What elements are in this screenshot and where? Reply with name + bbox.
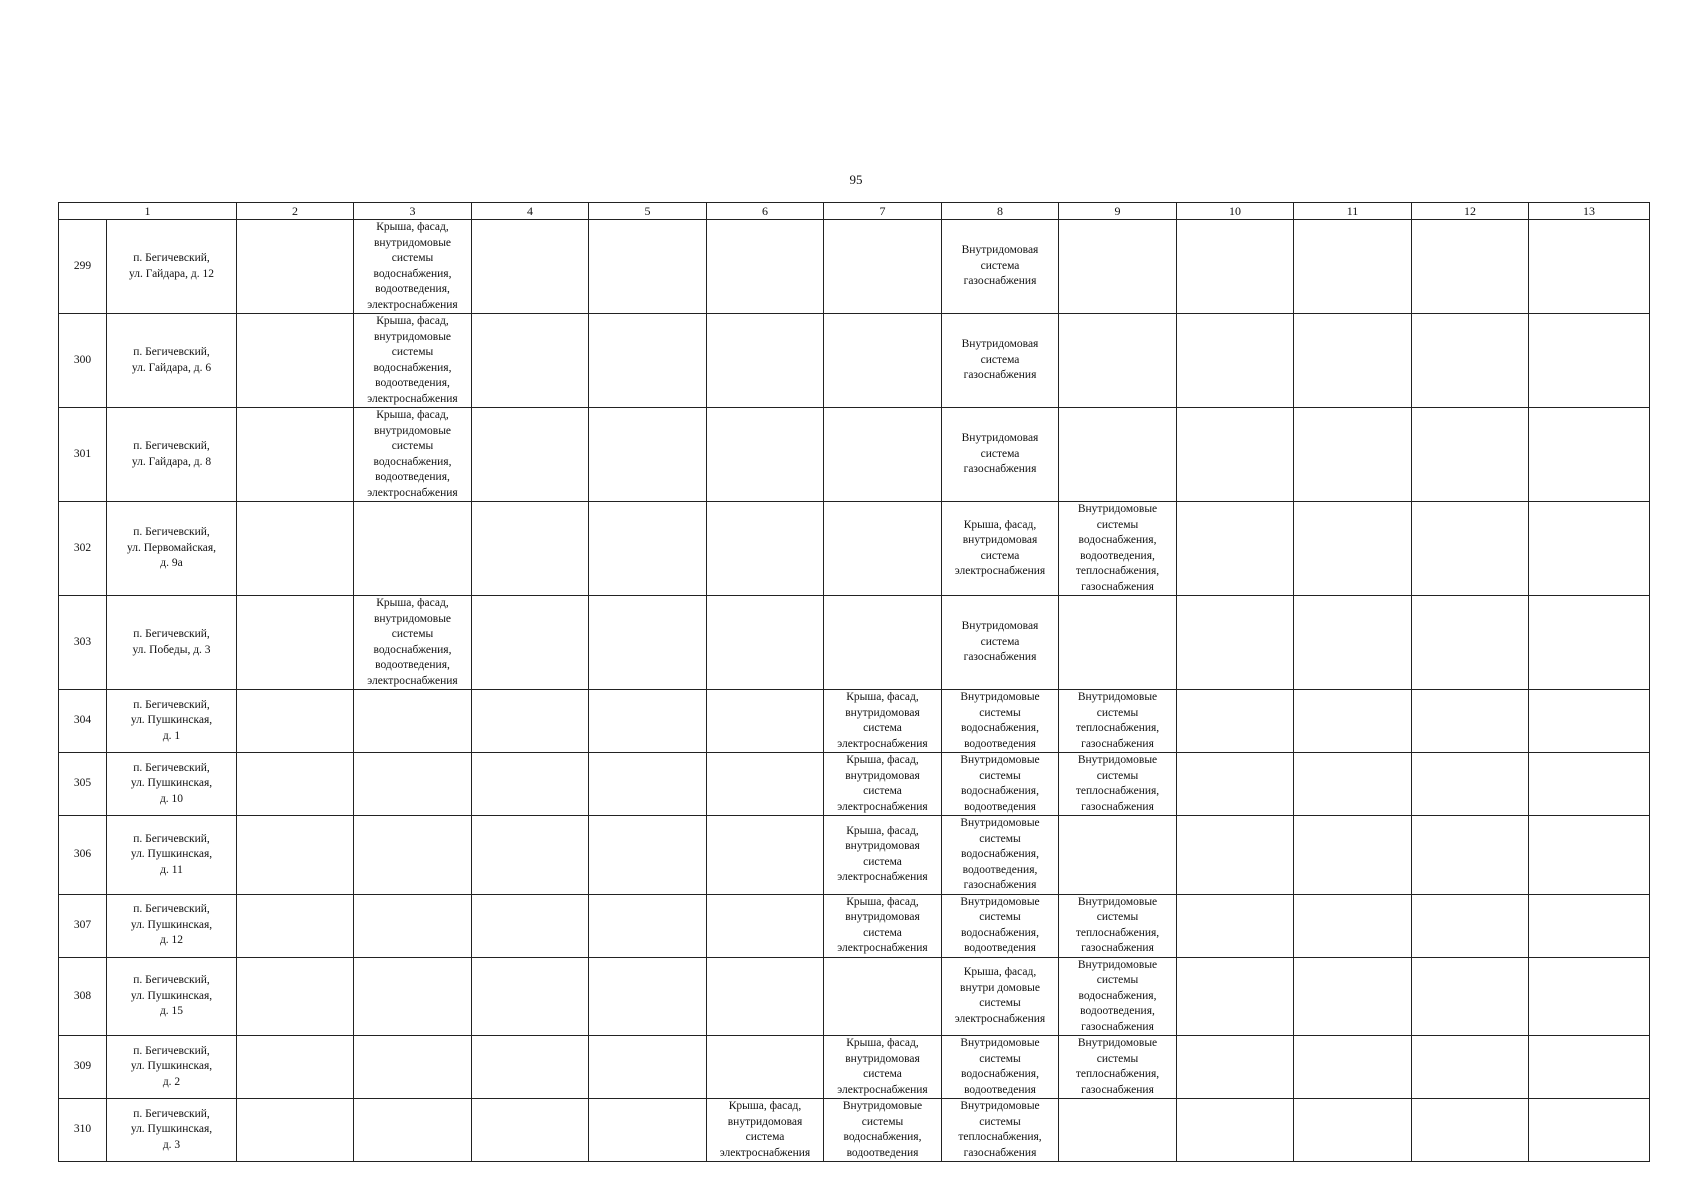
- table-cell: [354, 596, 472, 690]
- table-cell: [354, 220, 472, 314]
- table-row: [59, 894, 1650, 957]
- table-row: [59, 220, 1650, 314]
- cell-text: Крыша, фасад, внутридомовые системы водоснабжения, водоотведения, электроснабжения: [367, 315, 458, 405]
- address-cell: [107, 314, 237, 408]
- table-cell: [1059, 502, 1177, 596]
- table-cell: [237, 220, 354, 314]
- cell-text: Крыша, фасад, внутридомовая система электроснабжения: [837, 824, 928, 884]
- work-schedule-table: [58, 202, 1650, 1162]
- table-cell: [1059, 753, 1177, 816]
- table-cell: [1412, 502, 1529, 596]
- table-cell: [942, 220, 1059, 314]
- address-text: п. Бегичевский, ул. Пушкинская, д. 15: [130, 974, 213, 1017]
- table-cell: [237, 314, 354, 408]
- table-cell: [1529, 1099, 1650, 1162]
- row-number: 307: [59, 894, 107, 957]
- address-text: п. Бегичевский, ул. Пушкинская, д. 10: [130, 761, 213, 805]
- table-cell: [707, 690, 824, 753]
- table-row: [59, 1036, 1650, 1099]
- table-cell: [942, 408, 1059, 502]
- table-cell: [589, 957, 707, 1036]
- table-cell: [942, 1099, 1059, 1162]
- cell-text: Внутридомовые системы теплоснабжения, газоснабжения: [1075, 895, 1160, 954]
- table-cell: [589, 690, 707, 753]
- cell-text: Крыша, фасад, внутридомовая система электроснабжения: [837, 691, 928, 750]
- table-cell: [472, 220, 589, 314]
- table-cell: [824, 894, 942, 957]
- cell-text: Внутридомовые системы водоснабжения, водоотведения: [960, 754, 1040, 813]
- row-number: 303: [59, 596, 107, 690]
- table-cell: [354, 690, 472, 753]
- table-cell: [1529, 957, 1650, 1036]
- column-header-9: 9: [1059, 203, 1177, 220]
- table-cell: [1059, 957, 1177, 1036]
- table-cell: [1529, 220, 1650, 314]
- table-cell: [1412, 957, 1529, 1036]
- cell-text: Крыша, фасад, внутридомовая система электроснабжения: [719, 1100, 811, 1159]
- column-header-12: 12: [1412, 203, 1529, 220]
- table-cell: [589, 596, 707, 690]
- table-row: [59, 314, 1650, 408]
- table-cell: [824, 957, 942, 1036]
- table-cell: [1294, 1036, 1412, 1099]
- table-cell: [942, 753, 1059, 816]
- table-cell: [237, 1036, 354, 1099]
- table-cell: [942, 1036, 1059, 1099]
- table-cell: [824, 753, 942, 816]
- table-cell: [237, 1099, 354, 1162]
- table-cell: [1059, 816, 1177, 895]
- table-row: [59, 596, 1650, 690]
- table-cell: [1177, 408, 1294, 502]
- table-cell: [1294, 314, 1412, 408]
- table-cell: [354, 957, 472, 1036]
- table-cell: [1059, 596, 1177, 690]
- row-number: 304: [59, 690, 107, 753]
- cell-text: Внутридомовые системы водоснабжения, водоотведения, газоснабжения: [1077, 958, 1158, 1033]
- address-text: п. Бегичевский, ул. Гайдара, д. 12: [128, 252, 214, 280]
- table-cell: [942, 314, 1059, 408]
- table-row: [59, 753, 1650, 816]
- table-body: [59, 203, 1650, 1162]
- table-cell: [589, 220, 707, 314]
- table-cell: [942, 690, 1059, 753]
- column-header-10: 10: [1177, 203, 1294, 220]
- address-text: п. Бегичевский, ул. Пушкинская, д. 3: [130, 1107, 213, 1151]
- table-cell: [707, 408, 824, 502]
- table-cell: [1294, 502, 1412, 596]
- table-cell: [942, 596, 1059, 690]
- cell-text: Крыша, фасад, внутридомовая система электроснабжения: [837, 1037, 928, 1096]
- cell-text: Крыша, фасад, внутридомовые системы водоснабжения, водоотведения, электроснабжения: [367, 409, 458, 499]
- table-cell: [707, 1099, 824, 1162]
- row-number: 300: [59, 314, 107, 408]
- table-cell: [707, 753, 824, 816]
- table-cell: [1294, 408, 1412, 502]
- table-cell: [354, 1099, 472, 1162]
- table-cell: [824, 1099, 942, 1162]
- row-number: 301: [59, 408, 107, 502]
- table-cell: [824, 314, 942, 408]
- table-cell: [942, 816, 1059, 895]
- cell-text: Внутридомовая система газоснабжения: [961, 338, 1039, 382]
- address-cell: [107, 816, 237, 895]
- cell-text: Внутридомовые системы теплоснабжения, газоснабжения: [958, 1100, 1042, 1159]
- table-cell: [707, 314, 824, 408]
- table-cell: [354, 816, 472, 895]
- row-number: 305: [59, 753, 107, 816]
- table-cell: [1059, 314, 1177, 408]
- column-header-6: 6: [707, 203, 824, 220]
- row-number: 310: [59, 1099, 107, 1162]
- address-cell: [107, 753, 237, 816]
- table-cell: [1177, 596, 1294, 690]
- table-cell: [1529, 816, 1650, 895]
- table-cell: [824, 502, 942, 596]
- address-cell: [107, 220, 237, 314]
- row-number: 306: [59, 816, 107, 895]
- table-cell: [589, 753, 707, 816]
- address-cell: [107, 408, 237, 502]
- table-cell: [1529, 690, 1650, 753]
- table-cell: [1177, 753, 1294, 816]
- table-cell: [824, 408, 942, 502]
- table-cell: [1177, 314, 1294, 408]
- table-cell: [589, 894, 707, 957]
- address-text: п. Бегичевский, ул. Гайдара, д. 8: [131, 440, 212, 468]
- column-header-5: 5: [589, 203, 707, 220]
- address-text: п. Бегичевский, ул. Пушкинская, д. 12: [130, 903, 213, 947]
- table-cell: [824, 220, 942, 314]
- cell-text: Внутридомовая система газоснабжения: [961, 620, 1039, 664]
- cell-text: Внутридомовая система газоснабжения: [961, 244, 1039, 288]
- table-cell: [237, 408, 354, 502]
- table-cell: [824, 596, 942, 690]
- table-cell: [472, 1036, 589, 1099]
- cell-text: Внутридомовые системы водоснабжения, водоотведения: [960, 691, 1040, 750]
- table-cell: [1294, 1099, 1412, 1162]
- table-cell: [707, 220, 824, 314]
- table-cell: [1412, 408, 1529, 502]
- table-cell: [589, 1099, 707, 1162]
- table-cell: [472, 314, 589, 408]
- column-header-8: 8: [942, 203, 1059, 220]
- table-cell: [472, 1099, 589, 1162]
- cell-text: Внутридомовая система газоснабжения: [961, 432, 1039, 476]
- cell-text: Внутридомовые системы теплоснабжения, газоснабжения: [1075, 691, 1160, 750]
- table-cell: [824, 816, 942, 895]
- table-cell: [1059, 1099, 1177, 1162]
- table-cell: [472, 753, 589, 816]
- address-text: п. Бегичевский, ул. Первомайская, д. 9а: [126, 526, 217, 570]
- table-cell: [1294, 957, 1412, 1036]
- column-header-1: 1: [59, 203, 237, 220]
- row-number: 299: [59, 220, 107, 314]
- table-cell: [942, 502, 1059, 596]
- table-cell: [1177, 957, 1294, 1036]
- table-cell: [354, 753, 472, 816]
- table-cell: [1177, 690, 1294, 753]
- table-cell: [589, 408, 707, 502]
- cell-text: Крыша, фасад, внутридомовая система электроснабжения: [954, 518, 1046, 577]
- table-cell: [1294, 894, 1412, 957]
- table-cell: [354, 1036, 472, 1099]
- table-cell: [1294, 816, 1412, 895]
- table-cell: [1412, 1099, 1529, 1162]
- table-cell: [824, 1036, 942, 1099]
- table-cell: [1059, 220, 1177, 314]
- table-cell: [1177, 1036, 1294, 1099]
- table-cell: [237, 894, 354, 957]
- table-cell: [237, 753, 354, 816]
- table-row: [59, 957, 1650, 1036]
- table-cell: [237, 816, 354, 895]
- table-cell: [1412, 690, 1529, 753]
- cell-text: Крыша, фасад, внутридомовые системы водоснабжения, водоотведения, электроснабжения: [367, 221, 458, 311]
- table-cell: [1529, 596, 1650, 690]
- address-text: п. Бегичевский, ул. Пушкинская, д. 1: [130, 698, 213, 742]
- address-cell: [107, 957, 237, 1036]
- address-text: п. Бегичевский, ул. Победы, д. 3: [132, 628, 211, 656]
- cell-text: Крыша, фасад, внутридомовая система электроснабжения: [837, 754, 928, 813]
- table-cell: [707, 596, 824, 690]
- table-cell: [1529, 408, 1650, 502]
- table-cell: [1059, 1036, 1177, 1099]
- table-cell: [472, 690, 589, 753]
- cell-text: Крыша, фасад, внутридомовые системы водоснабжения, водоотведения, электроснабжения: [367, 597, 458, 687]
- cell-text: Крыша, фасад, внутри домовые системы электроснабжения: [954, 966, 1046, 1025]
- table-row: [59, 690, 1650, 753]
- table-cell: [354, 408, 472, 502]
- row-number: 302: [59, 502, 107, 596]
- table-cell: [472, 596, 589, 690]
- table-cell: [237, 502, 354, 596]
- table-cell: [707, 894, 824, 957]
- column-header-7: 7: [824, 203, 942, 220]
- table-cell: [589, 502, 707, 596]
- table-cell: [237, 957, 354, 1036]
- column-header-2: 2: [237, 203, 354, 220]
- table-cell: [589, 816, 707, 895]
- table-cell: [589, 1036, 707, 1099]
- table-cell: [1059, 690, 1177, 753]
- address-cell: [107, 596, 237, 690]
- table-row: [59, 816, 1650, 895]
- address-cell: [107, 894, 237, 957]
- table-cell: [707, 502, 824, 596]
- table-cell: [1294, 690, 1412, 753]
- table-cell: [707, 1036, 824, 1099]
- cell-text: Внутридомовые системы водоснабжения, водоотведения, теплоснабжения, газоснабжения: [1075, 503, 1160, 593]
- table-cell: [1177, 816, 1294, 895]
- table-cell: [589, 314, 707, 408]
- table-cell: [237, 596, 354, 690]
- table-cell: [1294, 753, 1412, 816]
- table-cell: [1529, 894, 1650, 957]
- cell-text: Крыша, фасад, внутридомовая система электроснабжения: [837, 895, 928, 954]
- table-cell: [354, 502, 472, 596]
- column-header-13: 13: [1529, 203, 1650, 220]
- table-cell: [354, 894, 472, 957]
- table-cell: [1059, 408, 1177, 502]
- page-number: 95: [849, 172, 863, 187]
- cell-text: Внутридомовые системы водоснабжения, водоотведения, газоснабжения: [960, 817, 1040, 891]
- table-cell: [1177, 894, 1294, 957]
- table-cell: [1177, 502, 1294, 596]
- table-cell: [1529, 753, 1650, 816]
- cell-text: Внутридомовые системы теплоснабжения, газоснабжения: [1075, 1037, 1160, 1096]
- table-cell: [1177, 220, 1294, 314]
- table-cell: [1412, 220, 1529, 314]
- table-cell: [1529, 314, 1650, 408]
- column-number-header-row: [59, 203, 1650, 220]
- table-cell: [1412, 1036, 1529, 1099]
- table-cell: [1412, 753, 1529, 816]
- address-text: п. Бегичевский, ул. Пушкинская, д. 11: [130, 832, 213, 876]
- row-number: 308: [59, 957, 107, 1036]
- table-cell: [707, 816, 824, 895]
- table-cell: [472, 957, 589, 1036]
- table-cell: [942, 894, 1059, 957]
- address-text: п. Бегичевский, ул. Гайдара, д. 6: [131, 346, 212, 374]
- cell-text: Внутридомовые системы водоснабжения, водоотведения: [960, 1037, 1040, 1096]
- table-cell: [942, 957, 1059, 1036]
- column-header-4: 4: [472, 203, 589, 220]
- table-cell: [1529, 1036, 1650, 1099]
- table-row: [59, 502, 1650, 596]
- table-cell: [1177, 1099, 1294, 1162]
- table-cell: [354, 314, 472, 408]
- cell-text: Внутридомовые системы водоснабжения, водоотведения: [960, 895, 1040, 954]
- table-cell: [1412, 816, 1529, 895]
- cell-text: Внутридомовые системы водоснабжения, водоотведения: [842, 1100, 923, 1159]
- table-cell: [824, 690, 942, 753]
- table-cell: [1294, 220, 1412, 314]
- column-header-11: 11: [1294, 203, 1412, 220]
- address-text: п. Бегичевский, ул. Пушкинская, д. 2: [130, 1044, 213, 1088]
- table-cell: [1529, 502, 1650, 596]
- table-cell: [1059, 894, 1177, 957]
- address-cell: [107, 690, 237, 753]
- address-cell: [107, 502, 237, 596]
- table-cell: [472, 894, 589, 957]
- column-header-3: 3: [354, 203, 472, 220]
- table-cell: [1412, 894, 1529, 957]
- table-cell: [707, 957, 824, 1036]
- table-row: [59, 408, 1650, 502]
- table-cell: [472, 408, 589, 502]
- table-cell: [472, 816, 589, 895]
- table-cell: [1412, 314, 1529, 408]
- table-row: [59, 1099, 1650, 1162]
- table-cell: [1412, 596, 1529, 690]
- address-cell: [107, 1036, 237, 1099]
- address-cell: [107, 1099, 237, 1162]
- cell-text: Внутридомовые системы теплоснабжения, газоснабжения: [1075, 754, 1160, 813]
- table-cell: [237, 690, 354, 753]
- table-cell: [1294, 596, 1412, 690]
- table-cell: [472, 502, 589, 596]
- row-number: 309: [59, 1036, 107, 1099]
